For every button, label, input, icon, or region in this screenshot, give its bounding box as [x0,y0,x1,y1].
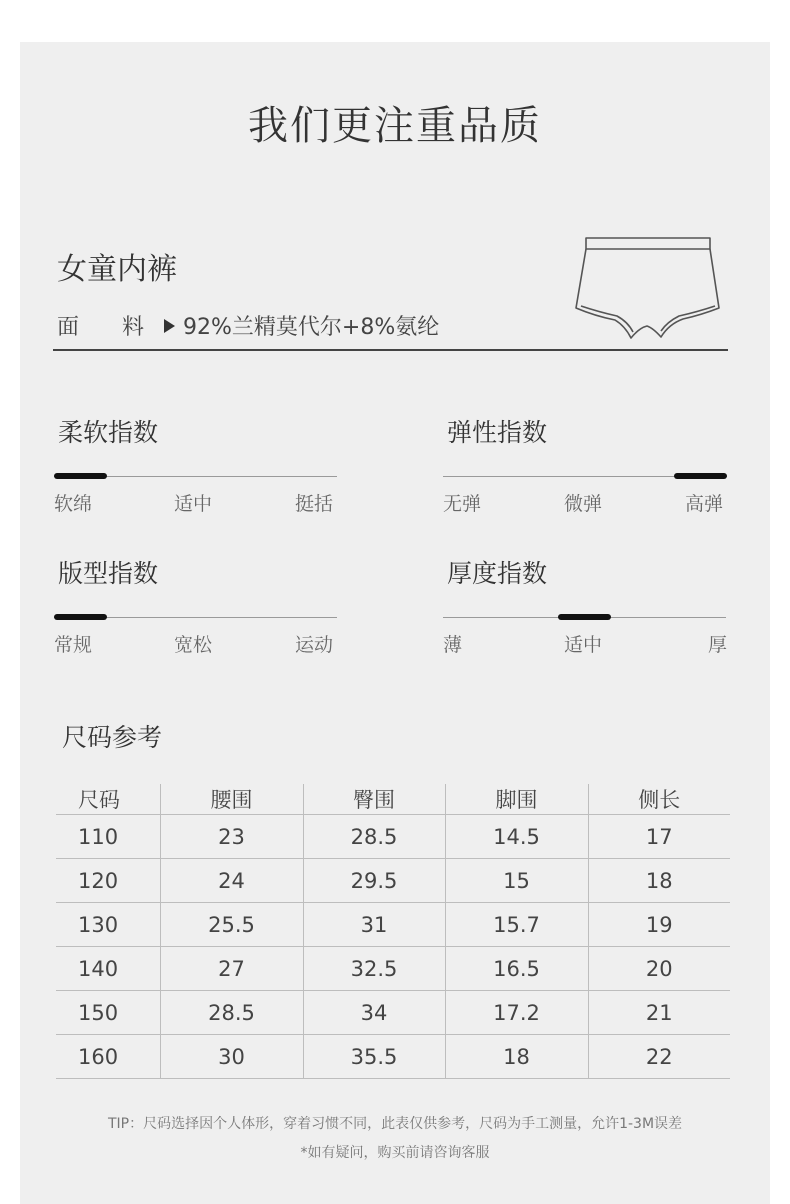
table-header: 臀围 [303,784,445,815]
table-header-row [56,784,730,815]
index-tick-high: 厚 [708,634,728,656]
table-row [56,815,730,859]
index-marker [674,473,727,479]
elasticity-index [443,413,731,523]
index-tick-high: 运动 [295,634,334,656]
size-chart-title: 尺码参考 [62,723,163,752]
table-cell: 19 [588,903,730,947]
index-marker [54,473,107,479]
table-header: 腰围 [160,784,303,815]
table-cell: 27 [160,947,303,991]
table-row [56,991,730,1035]
table-cell: 28.5 [303,815,445,859]
index-title: 厚度指数 [447,559,548,588]
table-cell: 25.5 [160,903,303,947]
size-table [56,784,730,1079]
table-cell: 32.5 [303,947,445,991]
table-header: 尺码 [78,788,120,812]
index-tick-low: 薄 [443,634,463,656]
table-cell: 150 [56,991,160,1035]
table-cell: 14.5 [445,815,588,859]
table-cell: 28.5 [160,991,303,1035]
index-title: 柔软指数 [58,418,159,447]
page-title: 我们更注重品质 [248,103,542,149]
table-cell: 18 [445,1035,588,1079]
index-marker [54,614,107,620]
table-cell: 17 [588,815,730,859]
underwear-outline-icon [573,236,723,342]
table-row [56,903,730,947]
index-tick-mid: 适中 [564,634,603,656]
table-cell: 130 [56,903,160,947]
product-name: 女童内裤 [57,252,177,287]
index-tick-low: 软绵 [54,493,93,515]
index-marker [558,614,611,620]
softness-index [54,413,342,523]
index-title: 弹性指数 [447,418,548,447]
table-header: 侧长 [588,784,730,815]
table-cell: 22 [588,1035,730,1079]
table-row [56,1035,730,1079]
index-tick-high: 挺括 [295,493,334,515]
table-cell: 16.5 [445,947,588,991]
fabric-label: 面 料 [57,315,162,340]
fabric-value: 92%兰精莫代尔+8%氨纶 [183,315,440,340]
index-tick-low: 常规 [54,634,93,656]
table-cell: 31 [303,903,445,947]
table-cell: 23 [160,815,303,859]
index-tick-mid: 微弹 [564,493,603,515]
tip-note: TIP：尺码选择因个人体形，穿着习惯不同，此表仅供参考，尺码为手工测量，允许1-3M误差 [107,1116,683,1132]
section-divider [53,349,728,351]
table-cell: 160 [56,1035,160,1079]
table-cell: 110 [56,815,160,859]
table-cell: 34 [303,991,445,1035]
table-cell: 17.2 [445,991,588,1035]
table-cell: 24 [160,859,303,903]
table-cell: 21 [588,991,730,1035]
table-cell: 15 [445,859,588,903]
table-cell: 29.5 [303,859,445,903]
table-cell: 30 [160,1035,303,1079]
thickness-index [443,554,731,664]
triangle-arrow-icon [164,319,175,333]
table-row [56,947,730,991]
contact-note: *如有疑问，购买前请咨询客服 [300,1145,490,1161]
index-tick-mid: 宽松 [174,634,213,656]
table-row [56,859,730,903]
fabric-row [57,310,439,341]
table-cell: 20 [588,947,730,991]
table-cell: 120 [56,859,160,903]
size-info-card [20,42,770,1204]
index-tick-high: 高弹 [685,493,724,515]
table-cell: 35.5 [303,1035,445,1079]
index-tick-low: 无弹 [443,493,482,515]
index-title: 版型指数 [58,559,159,588]
table-cell: 140 [56,947,160,991]
table-cell: 15.7 [445,903,588,947]
index-tick-mid: 适中 [174,493,213,515]
table-cell: 18 [588,859,730,903]
fit-index [54,554,342,664]
table-header: 脚围 [445,784,588,815]
